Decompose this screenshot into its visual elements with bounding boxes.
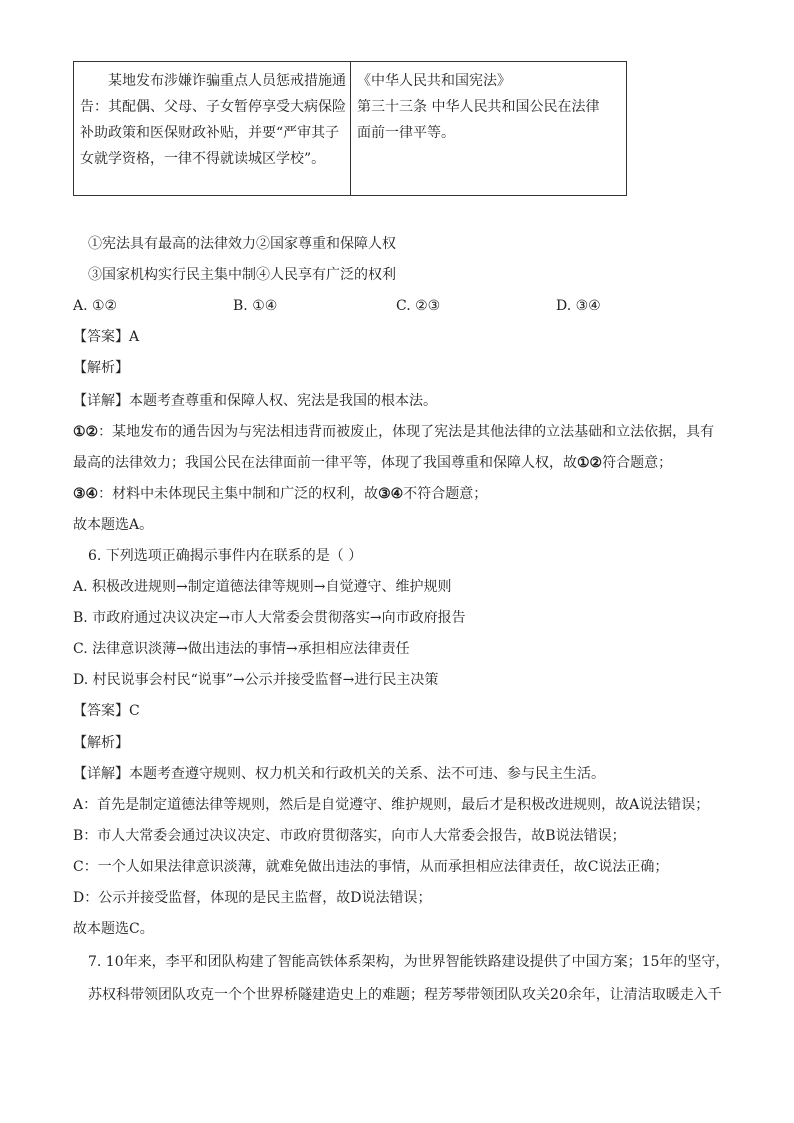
answer-label: 【答案】A [73, 329, 140, 345]
material-right-line: 第三十三条 中华人民共和国公民在法律 [357, 99, 600, 115]
material-left-line: 某地发布涉嫌诈骗重点人员惩戒措施通 [108, 73, 346, 89]
explain-text: ：某地发布的通告因为与宪法相违背而被废止，体现了宪法是其他法律的立法基础和立法依据，具有 [98, 424, 715, 440]
explain-line-1 [73, 422, 714, 442]
option-b: B. ①④ [233, 298, 278, 314]
option-d: D. ③④ [556, 298, 601, 314]
conclusion-line: 故本题选A。 [73, 517, 154, 533]
explain-tag: ①② [73, 424, 99, 440]
q6-analysis-label: 【解析】 [73, 735, 129, 751]
q6-explain-a: A：首先是制定道德法律等规则，然后是自觉遵守、维护规则，最后才是积极改进规则，故A说法错误； [73, 797, 710, 813]
q6-conclusion: 故本题选C。 [73, 921, 154, 937]
option-c: C. ②③ [396, 298, 441, 314]
material-left-line: 补助政策和医保财政补贴，并要“严审其子 [80, 125, 340, 141]
material-left-line: 告：其配偶、父母、子女暂停享受大病保险 [80, 99, 346, 115]
q6-detail-line [73, 764, 605, 784]
explain-text: ：材料中未体现民主集中制和广泛的权利，故 [98, 486, 379, 502]
detail-tag: 【详解】 [73, 393, 129, 409]
q6-explain-b: B：市人大常委会通过决议决定、市政府贯彻落实，向市人大常委会报告，故B说法错误； [73, 828, 626, 844]
material-right-cell [351, 62, 627, 196]
explain-tag: ①② [577, 455, 603, 471]
explain-text: 最高的法律效力；我国公民在法律面前一律平等，体现了我国尊重和保障人权，故 [73, 455, 577, 471]
explain-tag: ③④ [378, 486, 404, 502]
explain-text: 符合题意； [602, 455, 673, 471]
explain-line-3 [73, 484, 487, 504]
detail-line [73, 391, 437, 411]
q6-option-b: B. 市政府通过决议决定→市人大常委会贯彻落实→向市政府报告 [73, 610, 466, 626]
q6-explain-d: D：公示并接受监督，体现的是民主监督，故D说法错误； [73, 890, 432, 906]
material-left-line: 女就学资格，一律不得就读城区学校”。 [80, 151, 326, 167]
statement-line-2: ③国家机构实行民主集中制④人民享有广泛的权利 [88, 267, 396, 283]
analysis-label: 【解析】 [73, 360, 129, 376]
q6-option-d: D. 村民说事会村民“说事”→公示并接受监督→进行民主决策 [73, 672, 439, 688]
q6-option-a: A. 积极改进规则→制定道德法律等规则→自觉遵守、维护规则 [73, 579, 452, 595]
material-right-line: 面前一律平等。 [357, 125, 455, 141]
question-7-line-2: 苏权科带领团队攻克一个个世界桥隧建造史上的难题；程芳琴带领团队攻关20余年，让清洁取暖走入千 [88, 987, 722, 1003]
explain-text: 不符合题意； [403, 486, 488, 502]
material-right-line: 《中华人民共和国宪法》 [357, 73, 511, 89]
detail-text: 本题考查尊重和保障人权、宪法是我国的根本法。 [129, 393, 437, 409]
question-6-stem: 6. 下列选项正确揭示事件内在联系的是（ ） [88, 548, 363, 564]
material-table [73, 61, 627, 196]
question-7-line-1: 7. 10年来，李平和团队构建了智能高铁体系架构，为世界智能铁路建设提供了中国方案；15年的坚守， [88, 954, 730, 970]
detail-tag: 【详解】 [73, 766, 129, 782]
material-left-cell [74, 62, 351, 196]
q6-explain-c: C：一个人如果法律意识淡薄，就难免做出违法的事情，从而承担相应法律责任，故C说法正确； [73, 859, 669, 875]
explain-line-2 [73, 453, 672, 473]
option-a: A. ①② [73, 298, 118, 314]
statement-line-1: ①宪法具有最高的法律效力②国家尊重和保障人权 [88, 236, 396, 252]
explain-tag: ③④ [73, 486, 99, 502]
q6-answer-label: 【答案】C [73, 703, 140, 719]
detail-text: 本题考查遵守规则、权力机关和行政机关的关系、法不可违、参与民主生活。 [129, 766, 605, 782]
q6-option-c: C. 法律意识淡薄→做出违法的事情→承担相应法律责任 [73, 641, 410, 657]
